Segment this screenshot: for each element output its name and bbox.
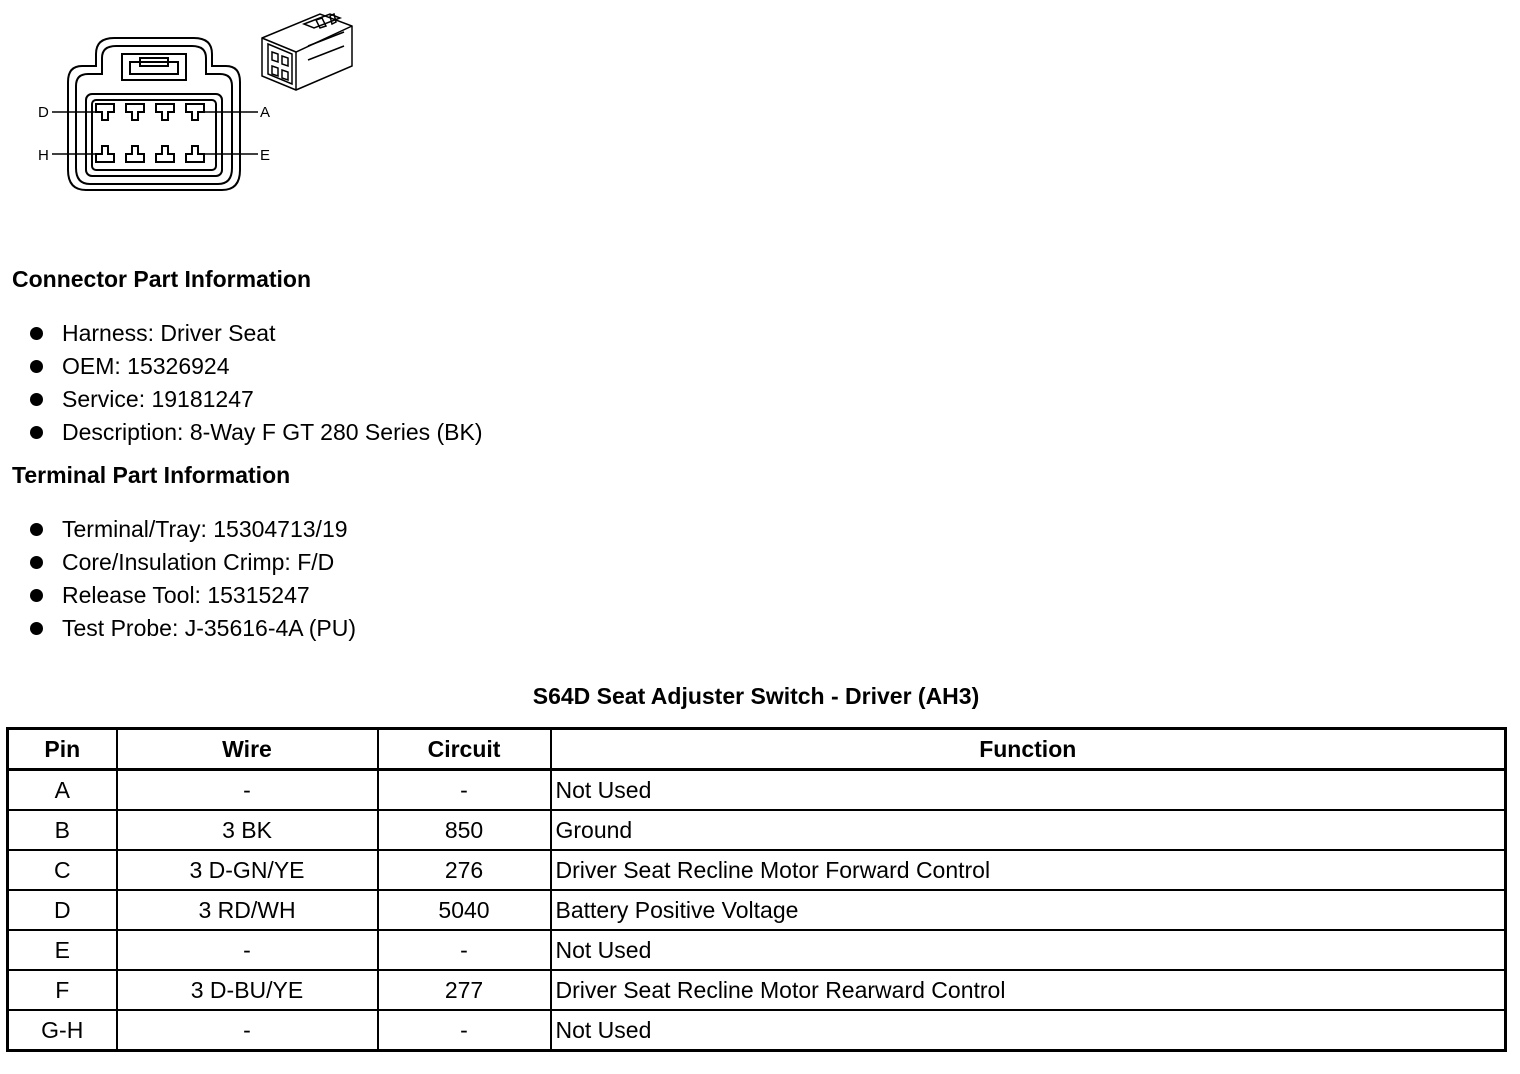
header-circuit: Circuit	[378, 729, 551, 770]
pin-label-a: A	[260, 104, 271, 121]
bullet-icon	[30, 360, 43, 373]
cell-wire: -	[117, 930, 378, 970]
cell-circuit: 850	[378, 810, 551, 850]
bullet-icon	[30, 589, 43, 602]
list-item: Service: 19181247	[26, 383, 483, 416]
connector-isometric-icon	[262, 14, 352, 90]
list-item: OEM: 15326924	[26, 350, 483, 383]
bullet-icon	[30, 622, 43, 635]
table-row	[8, 810, 1506, 850]
cell-function: Battery Positive Voltage	[551, 890, 1506, 930]
cell-function: Driver Seat Recline Motor Rearward Control	[551, 970, 1506, 1010]
table-row	[8, 890, 1506, 930]
table-row	[8, 770, 1506, 811]
bullet-icon	[30, 523, 43, 536]
cell-wire: 3 RD/WH	[117, 890, 378, 930]
list-item: Test Probe: J-35616-4A (PU)	[26, 612, 356, 645]
cell-circuit: -	[378, 930, 551, 970]
cell-function: Not Used	[551, 930, 1506, 970]
bullet-icon	[30, 556, 43, 569]
list-item: Terminal/Tray: 15304713/19	[26, 513, 356, 546]
cell-wire: 3 D-GN/YE	[117, 850, 378, 890]
cell-wire: 3 BK	[117, 810, 378, 850]
table-title: S64D Seat Adjuster Switch - Driver (AH3)	[532, 683, 980, 709]
cell-pin: C	[8, 850, 117, 890]
bullet-icon	[30, 393, 43, 406]
list-item: Release Tool: 15315247	[26, 579, 356, 612]
cell-circuit: 277	[378, 970, 551, 1010]
cell-wire: -	[117, 770, 378, 811]
header-function: Function	[551, 729, 1506, 770]
cell-function: Not Used	[551, 1010, 1506, 1051]
cell-circuit: 276	[378, 850, 551, 890]
list-item: Core/Insulation Crimp: F/D	[26, 546, 356, 579]
bullet-icon	[30, 426, 43, 439]
bullet-icon	[30, 327, 43, 340]
table-row	[8, 930, 1506, 970]
cell-pin: A	[8, 770, 117, 811]
cell-wire: -	[117, 1010, 378, 1051]
cell-circuit: -	[378, 1010, 551, 1051]
cell-function: Driver Seat Recline Motor Forward Control	[551, 850, 1506, 890]
cell-circuit: -	[378, 770, 551, 811]
cell-pin: F	[8, 970, 117, 1010]
cell-circuit: 5040	[378, 890, 551, 930]
pin-label-d: D	[38, 104, 49, 121]
cell-function: Ground	[551, 810, 1506, 850]
pin-label-h: H	[38, 147, 49, 164]
connector-info-list	[26, 317, 483, 449]
table-row	[8, 850, 1506, 890]
cell-function: Not Used	[551, 770, 1506, 811]
table-row	[8, 1010, 1506, 1051]
connector-info-heading: Connector Part Information	[12, 266, 312, 292]
cell-pin: E	[8, 930, 117, 970]
terminal-info-heading: Terminal Part Information	[12, 462, 291, 488]
table-row	[8, 970, 1506, 1010]
connector-face-diagram	[30, 4, 370, 200]
cell-pin: B	[8, 810, 117, 850]
terminal-info-list	[26, 513, 356, 645]
list-item: Harness: Driver Seat	[26, 317, 483, 350]
table-header-row	[8, 729, 1506, 770]
cell-pin: D	[8, 890, 117, 930]
pin-label-e: E	[260, 147, 271, 164]
header-pin: Pin	[8, 729, 117, 770]
cell-pin: G-H	[8, 1010, 117, 1051]
header-wire: Wire	[117, 729, 378, 770]
cell-wire: 3 D-BU/YE	[117, 970, 378, 1010]
pin-table	[6, 727, 1507, 1052]
list-item: Description: 8-Way F GT 280 Series (BK)	[26, 416, 483, 449]
